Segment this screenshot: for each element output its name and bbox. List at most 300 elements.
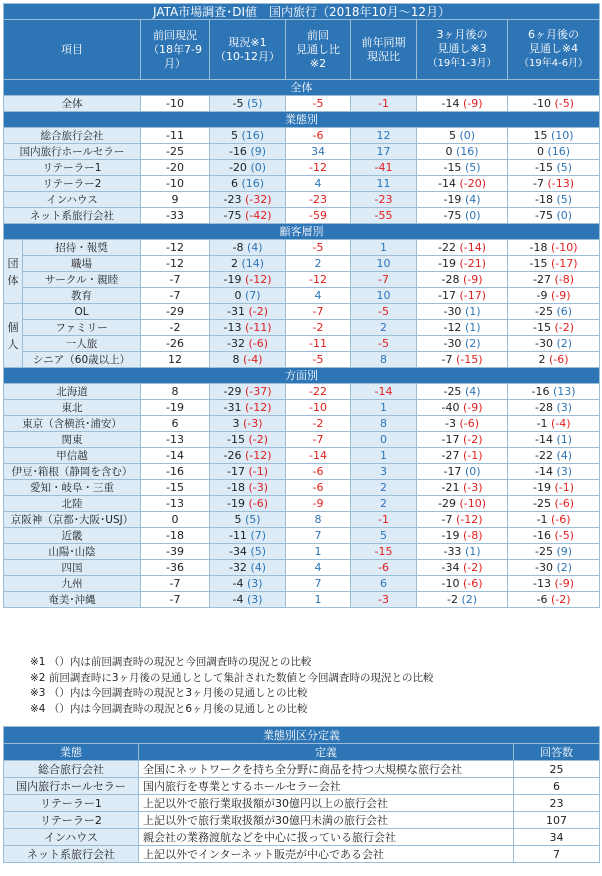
value-cell xyxy=(210,544,286,560)
value-cell xyxy=(141,176,210,192)
value-cell xyxy=(141,272,210,288)
diff-number: -9 xyxy=(555,288,567,302)
diff-number: 2 xyxy=(469,336,477,350)
value-cell xyxy=(210,592,286,608)
value-cell xyxy=(351,240,417,256)
row-label: 山陽･山陰 xyxy=(4,544,141,560)
diff-value: (16) xyxy=(455,144,479,158)
diff-number: -37 xyxy=(249,384,268,398)
table-row xyxy=(4,512,600,528)
diff-number: 3 xyxy=(560,464,568,478)
value: -9 xyxy=(536,288,548,302)
value-cell xyxy=(286,432,351,448)
value: -11 xyxy=(228,528,247,542)
diff-number: -6 xyxy=(463,416,475,430)
diff-value: (-6) xyxy=(248,336,269,350)
definition-row xyxy=(4,778,600,795)
diff-number: 4 xyxy=(469,384,477,398)
diff-value: (-5) xyxy=(554,96,575,110)
value: -25 xyxy=(443,384,462,398)
value-cell xyxy=(351,416,417,432)
value: -33 xyxy=(166,208,184,222)
section-title: 業態別 xyxy=(4,112,600,128)
value: -19 xyxy=(533,480,551,494)
definition-count: 7 xyxy=(514,846,600,863)
diff-value: (-12) xyxy=(244,272,272,286)
value-cell xyxy=(286,416,351,432)
definition-title: 業態別区分定義 xyxy=(4,727,600,744)
row-label: 職場 xyxy=(23,256,141,272)
diff-number: -6 xyxy=(467,576,479,590)
definition-type: リテーラー1 xyxy=(4,795,139,812)
diff-value: (-4) xyxy=(550,416,571,430)
diff-value: (7) xyxy=(244,288,261,302)
table-row xyxy=(4,480,600,496)
diff-number: -20 xyxy=(463,176,482,190)
value: -75 xyxy=(443,208,462,222)
value: -12 xyxy=(166,240,184,254)
diff-value: (6) xyxy=(556,304,573,318)
header-prev: 前回現況 （18年7-9月） xyxy=(141,20,210,80)
value-cell xyxy=(286,496,351,512)
row-label: 東京（含横浜･浦安） xyxy=(4,416,141,432)
value: -7 xyxy=(169,288,181,302)
diff-value: (1) xyxy=(464,544,481,558)
diff-number: -8 xyxy=(558,272,570,286)
value: -2 xyxy=(169,320,181,334)
diff-number: 2 xyxy=(560,336,568,350)
value: -12 xyxy=(443,320,462,334)
value-cell xyxy=(141,96,210,112)
value-cell xyxy=(141,384,210,400)
definition-text: 上記以外で旅行業取扱額が30億円以上の旅行会社 xyxy=(139,795,514,812)
diff-number: 5 xyxy=(254,544,262,558)
value: -18 xyxy=(166,528,184,542)
value-cell xyxy=(141,192,210,208)
value-cell xyxy=(417,336,508,352)
table-row xyxy=(4,544,600,560)
value: -2 xyxy=(312,320,324,334)
diff-number: 6 xyxy=(560,304,568,318)
value: -15 xyxy=(443,160,462,174)
diff-value: (-42) xyxy=(244,208,272,222)
value-cell xyxy=(508,128,600,144)
row-label: 総合旅行会社 xyxy=(4,128,141,144)
value: -9 xyxy=(312,496,324,510)
value-cell xyxy=(210,176,286,192)
table-row xyxy=(4,432,600,448)
value: -13 xyxy=(223,320,242,334)
value: -7 xyxy=(441,352,453,366)
value: -6 xyxy=(312,464,324,478)
table-row xyxy=(4,336,600,352)
value: -25 xyxy=(535,304,553,318)
value: -11 xyxy=(309,336,327,350)
value: -22 xyxy=(535,448,553,462)
diff-number: 1 xyxy=(469,304,477,318)
diff-value: (2) xyxy=(461,592,478,606)
diff-value: (-1) xyxy=(554,480,575,494)
value-cell xyxy=(351,432,417,448)
definition-table xyxy=(3,726,600,863)
group-label xyxy=(4,240,23,304)
diff-value: (4) xyxy=(464,192,481,206)
diff-value: (-11) xyxy=(244,320,272,334)
value-cell xyxy=(508,96,600,112)
value: 0 xyxy=(234,288,242,302)
value-cell xyxy=(210,496,286,512)
value-cell xyxy=(210,512,286,528)
section-header-row xyxy=(4,80,600,96)
value: 8 xyxy=(380,416,387,430)
value: -13 xyxy=(166,496,184,510)
diff-value: (4) xyxy=(464,384,481,398)
table-title: JATA市場調査･DI値 国内旅行（2018年10月～12月） xyxy=(4,4,600,20)
diff-value: (2) xyxy=(556,560,573,574)
value: -7 xyxy=(533,176,544,190)
diff-value: (-3) xyxy=(248,480,269,494)
value: -31 xyxy=(226,304,245,318)
value-cell xyxy=(141,560,210,576)
diff-value: (-37) xyxy=(244,384,272,398)
value: 1 xyxy=(380,400,387,414)
value: 2 xyxy=(380,320,387,334)
value: 0 xyxy=(380,432,387,446)
footnote: ※4 （）内は今回調査時の現況と6ヶ月後の見通しとの比較 xyxy=(30,702,308,715)
value-cell xyxy=(286,400,351,416)
value-cell xyxy=(417,288,508,304)
value: -23 xyxy=(374,192,393,206)
value-cell xyxy=(286,160,351,176)
diff-value: (-1) xyxy=(462,448,483,462)
value-cell xyxy=(351,544,417,560)
value-cell xyxy=(286,544,351,560)
diff-value: (-6) xyxy=(550,512,571,526)
diff-value: (-2) xyxy=(248,304,269,318)
value-cell xyxy=(417,496,508,512)
diff-value: (-3) xyxy=(242,416,263,430)
value-cell xyxy=(351,192,417,208)
row-label: 甲信越 xyxy=(4,448,141,464)
value-cell xyxy=(351,256,417,272)
value: -75 xyxy=(535,208,553,222)
value-cell xyxy=(351,176,417,192)
diff-number: 2 xyxy=(560,560,568,574)
value: -34 xyxy=(441,560,460,574)
footnote: ※2 前回調査時に3ヶ月後の見通しとして集計された数値と今回調査時の現況との比較 xyxy=(30,671,434,684)
value: 11 xyxy=(376,176,391,190)
table-row xyxy=(4,256,600,272)
value: 4 xyxy=(314,176,322,190)
value: -22 xyxy=(309,384,327,398)
value-cell xyxy=(286,192,351,208)
diff-value: (2) xyxy=(464,336,481,350)
value-cell xyxy=(286,144,351,160)
value: -3 xyxy=(444,416,456,430)
value-cell xyxy=(508,480,600,496)
diff-value: (-12) xyxy=(244,400,272,414)
value-cell xyxy=(286,288,351,304)
section-title: 顧客層別 xyxy=(4,224,600,240)
diff-number: 2 xyxy=(465,592,473,606)
value: 12 xyxy=(376,128,391,142)
value: -6 xyxy=(312,128,324,142)
value: -19 xyxy=(437,256,456,270)
row-label: 招待・報奨 xyxy=(23,240,141,256)
value-cell xyxy=(351,208,417,224)
diff-number: -12 xyxy=(460,512,479,526)
definition-text: 上記以外で旅行業取扱額が30億円未満の旅行会社 xyxy=(139,812,514,829)
diff-number: -6 xyxy=(553,352,565,366)
table-row xyxy=(4,400,600,416)
value-cell xyxy=(508,384,600,400)
diff-value: (-10) xyxy=(459,496,487,510)
diff-number: -9 xyxy=(467,272,479,286)
table-body xyxy=(4,80,600,608)
value-cell xyxy=(351,128,417,144)
value-cell xyxy=(508,240,600,256)
diff-number: -2 xyxy=(558,320,570,334)
value-cell xyxy=(417,240,508,256)
value: -1 xyxy=(378,512,389,526)
value: -6 xyxy=(536,592,548,606)
di-table xyxy=(3,3,600,608)
value: -12 xyxy=(309,272,327,286)
value: 1 xyxy=(380,448,387,462)
diff-number: -2 xyxy=(555,592,567,606)
value-cell xyxy=(210,288,286,304)
value: -7 xyxy=(312,432,324,446)
diff-value: (4) xyxy=(246,240,263,254)
value-cell xyxy=(508,208,600,224)
value-cell xyxy=(417,384,508,400)
diff-number: 7 xyxy=(249,288,257,302)
diff-value: (-6) xyxy=(554,496,575,510)
diff-number: 5 xyxy=(249,512,257,526)
value-cell xyxy=(210,192,286,208)
value-cell xyxy=(141,464,210,480)
diff-value: (0) xyxy=(459,128,476,142)
diff-value: (3) xyxy=(556,464,573,478)
diff-value: (5) xyxy=(250,544,267,558)
value: -19 xyxy=(166,400,184,414)
row-label: ネット系旅行会社 xyxy=(4,208,141,224)
value: -5 xyxy=(378,304,389,318)
value-cell xyxy=(141,432,210,448)
diff-number: -2 xyxy=(252,432,264,446)
value: 6 xyxy=(171,416,179,430)
value-cell xyxy=(210,400,286,416)
value-cell xyxy=(417,96,508,112)
value-cell xyxy=(508,176,600,192)
diff-value: (-9) xyxy=(462,400,483,414)
diff-number: 4 xyxy=(254,560,262,574)
value-cell xyxy=(286,240,351,256)
value: -14 xyxy=(309,448,327,462)
definition-count: 25 xyxy=(514,761,600,778)
value-cell xyxy=(417,256,508,272)
group-label-char: 団 xyxy=(7,256,19,270)
value: -25 xyxy=(533,496,551,510)
value-cell xyxy=(141,592,210,608)
diff-value: (16) xyxy=(241,176,265,190)
value-cell xyxy=(286,208,351,224)
diff-value: (-12) xyxy=(455,512,483,526)
value-cell xyxy=(508,336,600,352)
value: 2 xyxy=(538,352,546,366)
table-row xyxy=(4,560,600,576)
value: 10 xyxy=(376,256,391,270)
value: -23 xyxy=(223,192,242,206)
row-label: リテーラー2 xyxy=(4,176,141,192)
value: 1 xyxy=(380,240,387,254)
diff-value: (-15) xyxy=(455,352,483,366)
value: 5 xyxy=(234,512,242,526)
row-label: 近畿 xyxy=(4,528,141,544)
value: -5 xyxy=(312,352,324,366)
value: -28 xyxy=(535,400,553,414)
value: -19 xyxy=(443,192,462,206)
table-row xyxy=(4,384,600,400)
value: -18 xyxy=(535,192,553,206)
value-cell xyxy=(286,256,351,272)
value-cell xyxy=(417,448,508,464)
table-row xyxy=(4,240,600,256)
value-cell xyxy=(417,512,508,528)
diff-value: (-6) xyxy=(459,416,480,430)
diff-number: 0 xyxy=(463,128,471,142)
table-row xyxy=(4,320,600,336)
diff-number: 13 xyxy=(557,384,572,398)
diff-value: (-14) xyxy=(459,240,487,254)
value: -15 xyxy=(374,544,393,558)
value-cell xyxy=(141,480,210,496)
diff-number: -14 xyxy=(463,240,482,254)
value-cell xyxy=(141,576,210,592)
diff-value: (-17) xyxy=(459,288,487,302)
value-cell xyxy=(286,96,351,112)
value: 2 xyxy=(314,256,322,270)
diff-value: (-13) xyxy=(547,176,575,190)
value-cell xyxy=(351,352,417,368)
value-cell xyxy=(141,160,210,176)
value: -26 xyxy=(223,448,242,462)
table-row xyxy=(4,496,600,512)
value: -16 xyxy=(531,384,550,398)
value-cell xyxy=(417,144,508,160)
diff-number: 0 xyxy=(560,208,568,222)
value: -32 xyxy=(226,336,245,350)
definition-row xyxy=(4,761,600,778)
group-label-char: 人 xyxy=(7,337,19,351)
diff-number: 16 xyxy=(245,176,260,190)
value: 2 xyxy=(380,480,387,494)
diff-value: (-8) xyxy=(554,272,575,286)
diff-value: (-9) xyxy=(554,576,575,590)
diff-value: (1) xyxy=(464,320,481,334)
value: -36 xyxy=(166,560,184,574)
row-label: 一人旅 xyxy=(23,336,141,352)
diff-number: 16 xyxy=(460,144,475,158)
definition-row xyxy=(4,795,600,812)
diff-number: 3 xyxy=(251,592,259,606)
diff-value: (1) xyxy=(556,432,573,446)
value-cell xyxy=(286,576,351,592)
diff-number: 16 xyxy=(245,128,260,142)
value-cell xyxy=(210,480,286,496)
value: -17 xyxy=(443,464,462,478)
value-cell xyxy=(286,384,351,400)
value-cell xyxy=(286,448,351,464)
section-header-row xyxy=(4,112,600,128)
diff-value: (-6) xyxy=(549,352,569,366)
diff-value: (13) xyxy=(552,384,576,398)
diff-value: (14) xyxy=(241,256,265,270)
value-cell xyxy=(417,208,508,224)
table-row xyxy=(4,208,600,224)
value-cell xyxy=(508,416,600,432)
definition-count: 107 xyxy=(514,812,600,829)
diff-number: -6 xyxy=(252,496,264,510)
table-row xyxy=(4,352,600,368)
table-row xyxy=(4,272,600,288)
value-cell xyxy=(508,432,600,448)
value: -16 xyxy=(533,528,551,542)
value: -28 xyxy=(441,272,460,286)
row-label: 愛知・岐阜・三重 xyxy=(4,480,141,496)
row-label: 九州 xyxy=(4,576,141,592)
diff-value: (16) xyxy=(241,128,265,142)
diff-value: (2) xyxy=(556,336,573,350)
value: -17 xyxy=(226,464,245,478)
group-label-char: 個 xyxy=(7,320,19,334)
value-cell xyxy=(286,480,351,496)
value-cell xyxy=(210,160,286,176)
value-cell xyxy=(141,448,210,464)
row-label: 東北 xyxy=(4,400,141,416)
value: -5 xyxy=(232,96,244,110)
value: 5 xyxy=(380,528,387,542)
value-cell xyxy=(417,432,508,448)
value: -7 xyxy=(169,592,181,606)
value: -14 xyxy=(166,448,184,462)
value-cell xyxy=(508,256,600,272)
diff-number: -2 xyxy=(467,560,479,574)
value-cell xyxy=(508,160,600,176)
value-cell xyxy=(141,144,210,160)
diff-number: 16 xyxy=(551,144,566,158)
value: -32 xyxy=(228,560,247,574)
value: -7 xyxy=(441,512,453,526)
value: -27 xyxy=(533,272,551,286)
section-header-row xyxy=(4,224,600,240)
value: -30 xyxy=(535,560,553,574)
value: 4 xyxy=(314,560,322,574)
section-title: 方面別 xyxy=(4,368,600,384)
value: 2 xyxy=(230,256,238,270)
value-cell xyxy=(508,192,600,208)
diff-value: (-4) xyxy=(242,352,263,366)
value: -30 xyxy=(443,304,462,318)
diff-number: -12 xyxy=(249,272,268,286)
value-cell xyxy=(351,336,417,352)
value-cell xyxy=(508,304,600,320)
diff-value: (-1) xyxy=(248,464,269,478)
diff-number: -5 xyxy=(558,96,570,110)
value-cell xyxy=(351,144,417,160)
value-cell xyxy=(210,128,286,144)
diff-number: -6 xyxy=(252,336,264,350)
